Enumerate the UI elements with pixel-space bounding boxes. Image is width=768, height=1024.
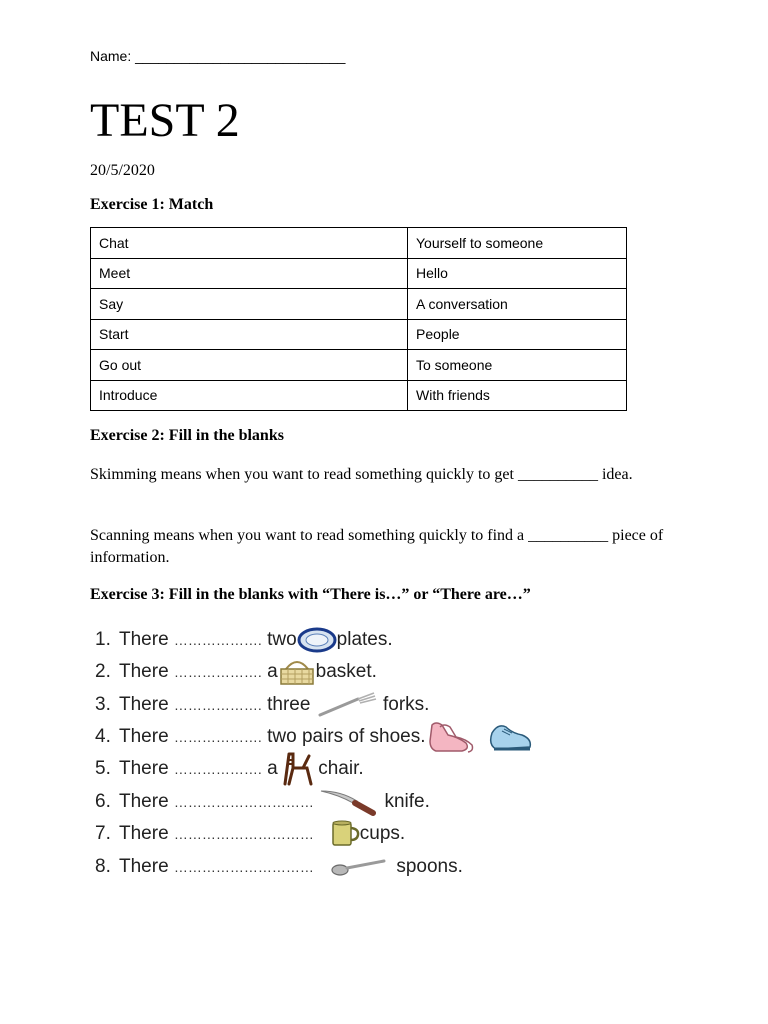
item-blank: …………………………	[173, 826, 314, 842]
table-cell: Introduce	[91, 380, 408, 411]
table-cell: Go out	[91, 350, 408, 381]
item-text-after: knife.	[384, 791, 430, 812]
exercise3-heading: Exercise 3: Fill in the blanks with “There is…” or “There are…”	[90, 586, 531, 603]
list-item	[95, 786, 430, 818]
item-text-before: a	[267, 758, 278, 779]
item-blank: …………………………	[173, 794, 314, 810]
item-number: 7.	[95, 823, 111, 844]
item-number: 1.	[95, 629, 111, 650]
table-cell: Start	[91, 319, 408, 350]
table-cell: Chat	[91, 228, 408, 259]
table-row	[91, 380, 627, 411]
item-blank: ……………….	[173, 632, 262, 648]
item-blank: ……………….	[173, 664, 262, 680]
item-number: 4.	[95, 726, 111, 747]
item-blank: …………………………	[173, 859, 314, 875]
item-number: 5.	[95, 758, 111, 779]
page-title: TEST 2	[90, 94, 240, 147]
table-row	[91, 350, 627, 381]
item-text-after: forks.	[382, 694, 430, 715]
fork-icon	[316, 691, 378, 719]
cup-icon	[330, 819, 360, 849]
knife-icon	[319, 787, 379, 817]
table-row	[91, 228, 627, 259]
table-cell: Yourself to someone	[408, 228, 627, 259]
item-text-after: cups.	[359, 823, 406, 844]
list-item	[95, 753, 364, 785]
table-cell: With friends	[408, 380, 627, 411]
test-date: 20/5/2020	[90, 162, 155, 179]
table-cell: Meet	[91, 258, 408, 289]
item-word: There	[119, 856, 169, 877]
spoon-icon	[330, 856, 386, 878]
item-word: There	[119, 791, 169, 812]
table-cell: Hello	[408, 258, 627, 289]
item-blank: ……………….	[173, 729, 262, 745]
table-cell: Say	[91, 289, 408, 320]
match-table	[90, 227, 627, 411]
list-item	[95, 656, 377, 688]
item-word: There	[119, 726, 169, 747]
item-number: 6.	[95, 791, 111, 812]
item-word: There	[119, 823, 169, 844]
table-cell: To someone	[408, 350, 627, 381]
item-text-before: two pairs of shoes.	[267, 726, 426, 747]
item-text-before: two	[267, 629, 297, 650]
shoes-icon	[426, 719, 538, 755]
list-item	[95, 818, 405, 850]
table-cell: People	[408, 319, 627, 350]
basket-icon	[278, 657, 316, 687]
item-number: 2.	[95, 661, 111, 682]
item-word: There	[119, 694, 169, 715]
item-blank: ……………….	[173, 761, 262, 777]
item-number: 3.	[95, 694, 111, 715]
table-row	[91, 289, 627, 320]
exercise2-sentence-2: Scanning means when you want to read something quickly to find a __________ piece of information.	[90, 527, 664, 566]
table-cell: A conversation	[408, 289, 627, 320]
item-text-after: chair.	[318, 758, 364, 779]
item-text-after: spoons.	[396, 856, 463, 877]
table-row	[91, 258, 627, 289]
list-item	[95, 721, 538, 753]
chair-icon	[283, 752, 313, 786]
list-item	[95, 689, 429, 721]
item-word: There	[119, 758, 169, 779]
item-word: There	[119, 629, 169, 650]
item-word: There	[119, 661, 169, 682]
table-row	[91, 319, 627, 350]
item-text-before: three	[267, 694, 311, 715]
item-text-before: a	[267, 661, 278, 682]
exercise2-heading: Exercise 2: Fill in the blanks	[90, 427, 284, 444]
list-item	[95, 851, 463, 883]
item-text-after: basket.	[315, 661, 377, 682]
plate-icon	[297, 626, 337, 654]
item-text-after: plates.	[336, 629, 393, 650]
item-number: 8.	[95, 856, 111, 877]
exercise1-heading: Exercise 1: Match	[90, 196, 214, 213]
name-line: Name: ___________________________	[90, 48, 346, 64]
item-blank: ……………….	[173, 697, 262, 713]
exercise2-sentence-1: Skimming means when you want to read something quickly to get __________ idea.	[90, 466, 633, 483]
list-item	[95, 624, 393, 656]
